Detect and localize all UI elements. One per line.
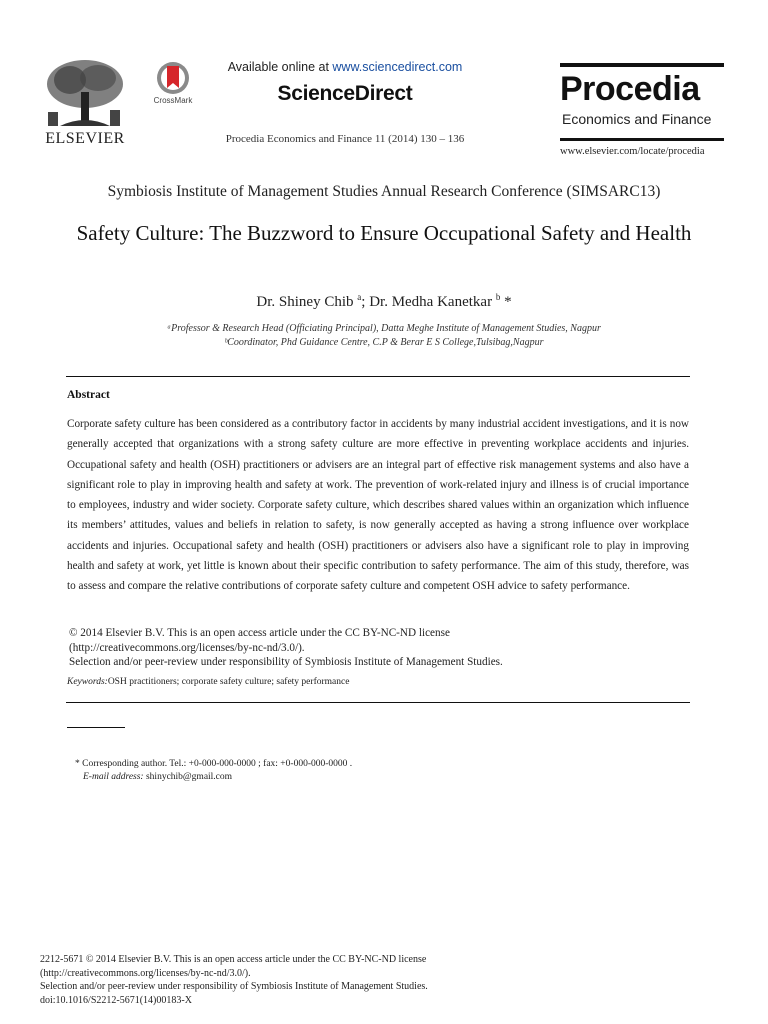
footnote-rule <box>67 727 125 728</box>
author-name: Dr. Medha Kanetkar <box>369 294 493 310</box>
keywords-line <box>67 677 689 687</box>
doi-line[interactable]: doi:10.1016/S2212-5671(14)00183-X <box>40 994 192 1006</box>
available-online-prefix: Available online at <box>227 60 329 74</box>
keywords-label: Keywords: <box>67 677 108 687</box>
bottom-peer-review: Selection and/or peer-review under responsibility of Symbiosis Institute of Management Studies. <box>40 981 428 992</box>
license-block <box>69 626 669 670</box>
journal-reference: Procedia Economics and Finance 11 (2014) 130 – 136 <box>225 133 465 145</box>
paper-title: Safety Culture: The Buzzword to Ensure Occupational Safety and Health <box>76 221 692 245</box>
procedia-rule-bottom <box>560 138 724 141</box>
email-line <box>75 771 675 784</box>
affiliation-b: ᵇCoordinator, Phd Guidance Centre, C.P & Berar E S College,Tulsibag,Nagpur <box>224 337 544 348</box>
available-online-line <box>215 60 475 74</box>
license-link[interactable]: (http://creativecommons.org/licenses/by-nc-nd/3.0/). <box>69 641 305 654</box>
elsevier-wordmark: ELSEVIER <box>45 130 125 147</box>
abstract-bottom-rule <box>66 702 690 703</box>
peer-review-statement: Selection and/or peer-review under responsibility of Symbiosis Institute of Management Studies. <box>69 656 503 668</box>
corresponding-author-contact: * Corresponding author. Tel.: +0-000-000-0000 ; fax: +0-000-000-0000 . <box>75 759 353 769</box>
corresponding-marker: * <box>500 294 512 310</box>
bottom-license <box>40 953 680 1007</box>
affiliation-a: ᵃProfessor & Research Head (Officiating Principal), Datta Meghe Institute of Management Studies, Nagpur <box>167 323 601 334</box>
crossmark-label: CrossMark <box>153 96 193 105</box>
author-line <box>60 292 708 311</box>
procedia-rule-top <box>560 63 724 67</box>
issn-license-line: 2212-5671 © 2014 Elsevier B.V. This is an open access article under the CC BY-NC-ND license <box>40 954 427 965</box>
email-label: E-mail address: <box>83 771 144 782</box>
abstract-heading: Abstract <box>67 389 110 401</box>
abstract-body: Corporate safety culture has been considered as a contributory factor in accidents by many industrial accident investigations, and it is now generally accepted that organizations with a strong safety culture are more effective in preventing workplace accidents and injuries. Occupational safety and health (OSH) practitioners or advisers are an integral part of effective risk management systems and also have a significant role to play in improving health and safety at work. The prevention of work-related injury and illness is of crucial importance to employees, industry and wider society. Corporate safety culture, which describes shared values within an organization which influence its members’ attitudes, values and beliefs in relation to safety, is now generally accepted as having a strong influence over workplace accidents and injuries. Occupational safety and health (OSH) practitioners or advisers also have a significant role to play in improving health and safety at work, yet little is known about their specific contribution to safety performance. The aim of this study, therefore, was to assess and compare the relative contributions of corporate safety culture and competent OSH advice to safety performance. <box>67 418 689 593</box>
abstract-top-rule <box>66 376 690 377</box>
author-name: Dr. Shiney Chib <box>256 294 354 310</box>
author-marker: a <box>357 292 362 302</box>
sciencedirect-link[interactable]: www.sciencedirect.com <box>332 60 463 74</box>
corresponding-author-footnote <box>75 758 675 783</box>
procedia-brand: Procedia <box>560 70 700 108</box>
procedia-subtitle: Economics and Finance <box>562 111 712 127</box>
author-marker: b <box>495 292 501 302</box>
author-separator: ; <box>361 294 370 310</box>
keywords-values: OSH practitioners; corporate safety culture; safety performance <box>107 677 350 687</box>
bottom-license-link[interactable]: (http://creativecommons.org/licenses/by-nc-nd/3.0/). <box>40 967 251 979</box>
sciencedirect-brand: ScienceDirect <box>277 82 413 105</box>
conference-name: Symbiosis Institute of Management Studies Annual Research Conference (SIMSARC13) <box>107 183 661 200</box>
email-address[interactable]: shinychib@gmail.com <box>145 771 233 782</box>
journal-url-link[interactable]: www.elsevier.com/locate/procedia <box>560 146 705 157</box>
license-statement: © 2014 Elsevier B.V. This is an open access article under the CC BY-NC-ND license <box>69 627 450 639</box>
